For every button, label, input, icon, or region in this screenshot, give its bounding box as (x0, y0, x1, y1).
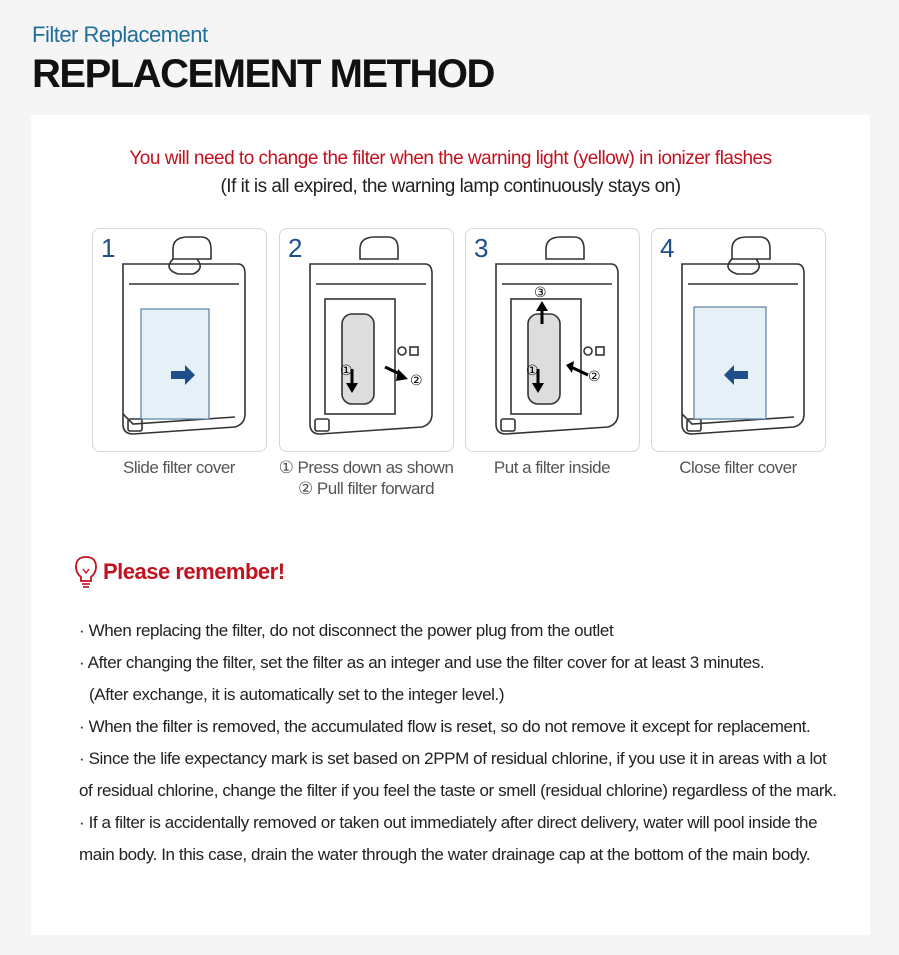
filter-cover (141, 309, 209, 419)
section-subtitle: Filter Replacement (32, 22, 208, 47)
step-caption-2-line1: ① Press down as shown (278, 458, 454, 477)
remember-title: Please remember! (103, 559, 285, 584)
step-caption-4: Close filter cover (679, 458, 797, 477)
list-item: main body. In this case, drain the water through the water drainage cap at the bottom of the main body. (79, 845, 811, 864)
list-item: · Since the life expectancy mark is set based on 2PPM of residual chlorine, if you use it in areas with a lot (79, 749, 827, 768)
list-item: (After exchange, it is automatically set to the integer level.) (89, 685, 505, 704)
ionizer-illustration-1 (93, 229, 266, 451)
marker-3: ③ (534, 285, 547, 301)
page-title: REPLACEMENT METHOD (32, 52, 494, 96)
list-item: · When the filter is removed, the accumulated flow is reset, so do not remove it except for replacement. (79, 717, 811, 736)
step-caption-2 (266, 457, 466, 499)
step-number: 1 (101, 233, 116, 263)
ionizer-illustration-3 (466, 229, 639, 451)
marker-1: ① (340, 363, 353, 379)
list-item: · When replacing the filter, do not disconnect the power plug from the outlet (79, 621, 614, 640)
marker-2: ② (588, 369, 601, 385)
remember-heading (73, 555, 285, 589)
list-item: · After changing the filter, set the filter as an integer and use the filter cover for at least 3 minutes. (79, 653, 765, 672)
step-caption-3: Put a filter inside (493, 458, 611, 477)
marker-2: ② (410, 373, 423, 389)
ionizer-illustration-4 (652, 229, 825, 451)
step-number: 3 (474, 233, 489, 263)
note-text: (If it is all expired, the warning lamp continuously stays on) (220, 176, 681, 197)
marker-1: ① (526, 363, 539, 379)
filter-cover (694, 307, 766, 419)
step-card-3 (465, 228, 640, 452)
ionizer-illustration-2 (280, 229, 453, 451)
step-number: 2 (288, 233, 303, 263)
lightbulb-icon (73, 555, 99, 589)
step-card-2 (279, 228, 454, 452)
step-card-1 (92, 228, 267, 452)
step-number: 4 (660, 233, 675, 263)
page-header (32, 22, 494, 97)
list-item: · If a filter is accidentally removed or taken out immediately after direct delivery, water will pool inside the (79, 813, 818, 832)
step-caption-2-line2: ② Pull filter forward (297, 479, 435, 498)
warning-text: You will need to change the filter when the warning light (yellow) in ionizer flashes (129, 148, 772, 169)
list-item: of residual chlorine, change the filter if you feel the taste or smell (residual chlorine) regardless of the mark. (79, 781, 837, 800)
step-card-4 (651, 228, 826, 452)
content-panel (31, 115, 870, 935)
notice-block (31, 148, 870, 198)
remember-list (79, 615, 869, 871)
step-caption-1: Slide filter cover (123, 458, 235, 477)
